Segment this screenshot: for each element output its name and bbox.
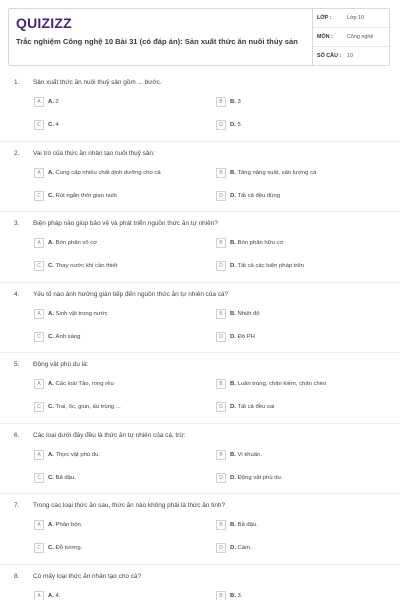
answer-option[interactable]	[34, 120, 59, 130]
meta-value: Công nghệ	[347, 34, 374, 40]
option-label	[48, 240, 97, 246]
option-prefix: A.	[48, 452, 54, 458]
answer-option[interactable]	[216, 261, 304, 271]
option-label	[48, 193, 117, 199]
question-number: 2.	[14, 150, 20, 157]
option-prefix: D.	[230, 334, 236, 340]
option-letter-box: B	[216, 238, 226, 248]
option-text: Tất cả đều đúng	[237, 193, 281, 199]
option-letter-box: C	[34, 191, 44, 201]
worksheet-header	[8, 8, 390, 66]
meta-value: 10	[347, 53, 353, 59]
option-prefix: A.	[48, 170, 54, 176]
option-letter-box: B	[216, 309, 226, 319]
option-text: Bón phân vô cơ	[55, 240, 98, 246]
worksheet-meta	[312, 9, 389, 65]
option-text: Bón phân hữu cơ	[237, 240, 284, 246]
question-number: 3.	[14, 220, 20, 227]
option-letter-box: C	[34, 543, 44, 553]
option-letter-box: B	[216, 591, 226, 600]
option-prefix: A.	[48, 99, 54, 105]
option-label	[48, 475, 76, 481]
question-divider	[0, 352, 400, 353]
answer-option[interactable]	[34, 97, 59, 107]
option-prefix: C.	[48, 263, 54, 269]
option-letter-box: A	[34, 97, 44, 107]
option-prefix: C.	[48, 334, 54, 340]
option-prefix: B.	[230, 522, 236, 528]
meta-row-subject	[313, 27, 389, 46]
option-label	[48, 263, 117, 269]
option-text: Rút ngắn thời gian nuôi	[55, 193, 117, 199]
option-label	[230, 240, 283, 246]
answer-option[interactable]	[216, 191, 280, 201]
option-letter-box: A	[34, 309, 44, 319]
option-letter-box: A	[34, 520, 44, 530]
option-prefix: B.	[230, 240, 236, 246]
option-prefix: B.	[230, 170, 236, 176]
answer-option[interactable]	[34, 402, 121, 412]
option-prefix: D.	[230, 404, 236, 410]
option-letter-box: D	[216, 473, 226, 483]
question-divider	[0, 211, 400, 212]
option-letter-box: D	[216, 543, 226, 553]
option-text: Sinh vật trong nước	[55, 311, 108, 317]
option-letter-box: C	[34, 120, 44, 130]
option-letter-box: C	[34, 332, 44, 342]
option-text: 4	[55, 122, 59, 128]
answer-option[interactable]	[34, 168, 161, 178]
option-text: 4.	[55, 593, 61, 599]
option-label	[48, 545, 82, 551]
question-text: Sản xuất thức ăn nuôi thuỷ sản gồm ... bước.	[33, 79, 162, 86]
question-text: Các loại dưới đây đều là thức ăn tự nhiên của cá, trừ:	[33, 432, 186, 439]
option-prefix: A.	[48, 593, 54, 599]
option-label	[48, 311, 108, 317]
question-number: 6.	[14, 432, 20, 439]
answer-option[interactable]	[34, 591, 60, 600]
option-prefix: B.	[230, 99, 236, 105]
option-text: Bã đậu.	[237, 522, 258, 528]
question-number: 4.	[14, 291, 20, 298]
option-text: Trai, ốc, giun, ấu trùng ...	[55, 404, 121, 410]
option-label	[230, 545, 252, 551]
option-label	[48, 334, 80, 340]
option-prefix: C.	[48, 193, 54, 199]
question-divider	[0, 141, 400, 142]
option-text: Đỗ tương.	[55, 545, 83, 551]
question-text: Yếu tố nào ảnh hưởng gián tiếp đến nguồn thức ăn tự nhiên của cá?	[33, 291, 229, 298]
answer-option[interactable]	[216, 450, 262, 460]
answer-option[interactable]	[216, 97, 241, 107]
option-letter-box: C	[34, 261, 44, 271]
option-text: 2	[55, 99, 59, 105]
option-label	[230, 334, 255, 340]
option-text: Độ PH	[237, 334, 255, 340]
option-text: Vi khuẩn.	[237, 452, 263, 458]
option-letter-box: B	[216, 520, 226, 530]
option-text: 5	[237, 122, 241, 128]
option-label	[48, 522, 82, 528]
option-label	[48, 452, 100, 458]
question-text: Động vật phù du là:	[33, 361, 89, 368]
option-letter-box: D	[216, 191, 226, 201]
answer-option[interactable]	[216, 543, 252, 553]
option-label	[230, 522, 258, 528]
meta-value: Lớp 10	[347, 15, 365, 21]
option-text: Ánh sáng	[55, 334, 81, 340]
option-prefix: B.	[230, 593, 236, 599]
question-text: Trong các loại thức ăn sau, thức ăn nào không phải là thức ăn tinh?	[33, 502, 226, 509]
option-label	[230, 170, 316, 176]
answer-option[interactable]	[34, 261, 117, 271]
option-letter-box: D	[216, 332, 226, 342]
option-label	[48, 170, 161, 176]
meta-key: SỐ CÂU :	[317, 53, 342, 59]
option-text: Tăng năng suất, sản lượng cá	[237, 170, 317, 176]
meta-key: LỚP :	[317, 15, 332, 21]
option-text: Luân trùng, chân kiếm, chân chèo	[237, 381, 327, 387]
quizizz-logo: QUIZIZZ	[16, 15, 72, 31]
answer-option[interactable]	[216, 520, 258, 530]
question-number: 8.	[14, 573, 20, 580]
option-prefix: D.	[230, 193, 236, 199]
answer-option[interactable]	[34, 520, 82, 530]
option-prefix: D.	[230, 263, 236, 269]
option-label	[48, 122, 59, 128]
option-text: Động vật phù du.	[237, 475, 283, 481]
option-text: Nhiệt độ	[237, 311, 260, 317]
option-prefix: B.	[230, 311, 236, 317]
answer-option[interactable]	[216, 473, 282, 483]
option-prefix: A.	[48, 381, 54, 387]
option-prefix: A.	[48, 522, 54, 528]
option-label	[230, 311, 260, 317]
option-prefix: B.	[230, 452, 236, 458]
option-label	[230, 452, 262, 458]
option-letter-box: B	[216, 450, 226, 460]
option-label	[230, 593, 242, 599]
meta-row-class	[313, 9, 389, 27]
option-text: Cung cấp nhiều chất dinh dưỡng cho cá	[55, 170, 161, 176]
question-text: Có mấy loại thức ăn nhân tạo cho cá?	[33, 573, 142, 580]
option-label	[48, 404, 121, 410]
answer-option[interactable]	[34, 332, 80, 342]
option-letter-box: B	[216, 379, 226, 389]
option-text: Phân bón.	[55, 522, 83, 528]
option-letter-box: A	[34, 168, 44, 178]
answer-option[interactable]	[216, 238, 283, 248]
option-text: Thực vật phù du.	[55, 452, 100, 458]
answer-option[interactable]	[216, 120, 241, 130]
option-label	[48, 381, 114, 387]
question-number: 7.	[14, 502, 20, 509]
option-text: Cám.	[237, 545, 252, 551]
answer-option[interactable]	[34, 450, 100, 460]
option-label	[48, 593, 60, 599]
option-prefix: D.	[230, 475, 236, 481]
option-letter-box: B	[216, 97, 226, 107]
option-letter-box: C	[34, 402, 44, 412]
answer-option[interactable]	[216, 402, 274, 412]
option-text: Tất cả các biện pháp trên	[237, 263, 304, 269]
answer-option[interactable]	[34, 309, 108, 319]
option-text: Bã đậu.	[55, 475, 76, 481]
question-divider	[0, 282, 400, 283]
answer-option[interactable]	[34, 191, 117, 201]
option-letter-box: A	[34, 379, 44, 389]
question-text: Biện pháp nào giúp bảo vệ và phát triển nguồn thức ăn tự nhiên?	[33, 220, 218, 227]
option-text: Thay nước khi cần thiết	[55, 263, 118, 269]
option-label	[230, 475, 282, 481]
option-letter-box: A	[34, 591, 44, 600]
option-label	[230, 99, 241, 105]
question-divider	[0, 423, 400, 424]
option-prefix: A.	[48, 240, 54, 246]
question-divider	[0, 564, 400, 565]
meta-row-count	[313, 46, 389, 65]
option-letter-box: B	[216, 168, 226, 178]
option-label	[230, 381, 326, 387]
option-label	[230, 193, 280, 199]
answer-option[interactable]	[216, 332, 255, 342]
answer-option[interactable]	[216, 591, 242, 600]
answer-option[interactable]	[216, 379, 326, 389]
answer-option[interactable]	[216, 168, 316, 178]
answer-option[interactable]	[216, 309, 260, 319]
option-prefix: C.	[48, 475, 54, 481]
option-prefix: C.	[48, 545, 54, 551]
option-prefix: C.	[48, 122, 54, 128]
option-letter-box: A	[34, 238, 44, 248]
meta-key: MÔN :	[317, 34, 333, 40]
question-divider	[0, 493, 400, 494]
answer-option[interactable]	[34, 379, 114, 389]
option-prefix: C.	[48, 404, 54, 410]
option-letter-box: C	[34, 473, 44, 483]
option-letter-box: A	[34, 450, 44, 460]
question-text: Vai trò của thức ăn nhân tạo nuôi thuỷ sản:	[33, 150, 155, 157]
option-letter-box: D	[216, 120, 226, 130]
option-letter-box: D	[216, 402, 226, 412]
option-text: Các loài Tảo, rong rêu	[55, 381, 114, 387]
option-prefix: D.	[230, 122, 236, 128]
question-number: 5.	[14, 361, 20, 368]
option-text: 3.	[237, 593, 243, 599]
option-prefix: A.	[48, 311, 54, 317]
question-number: 1.	[14, 79, 20, 86]
worksheet-title: Trắc nghiệm Công nghệ 10 Bài 31 (có đáp án): Sản xuất thức ăn nuôi thủy sản	[16, 37, 298, 46]
option-prefix: B.	[230, 381, 236, 387]
option-label	[230, 263, 304, 269]
option-prefix: D.	[230, 545, 236, 551]
option-label	[230, 404, 274, 410]
answer-option[interactable]	[34, 238, 97, 248]
answer-option[interactable]	[34, 543, 82, 553]
option-label	[230, 122, 241, 128]
option-text: 3	[237, 99, 241, 105]
answer-option[interactable]	[34, 473, 76, 483]
option-label	[48, 99, 59, 105]
option-letter-box: D	[216, 261, 226, 271]
option-text: Tất cả đều sai	[237, 404, 275, 410]
